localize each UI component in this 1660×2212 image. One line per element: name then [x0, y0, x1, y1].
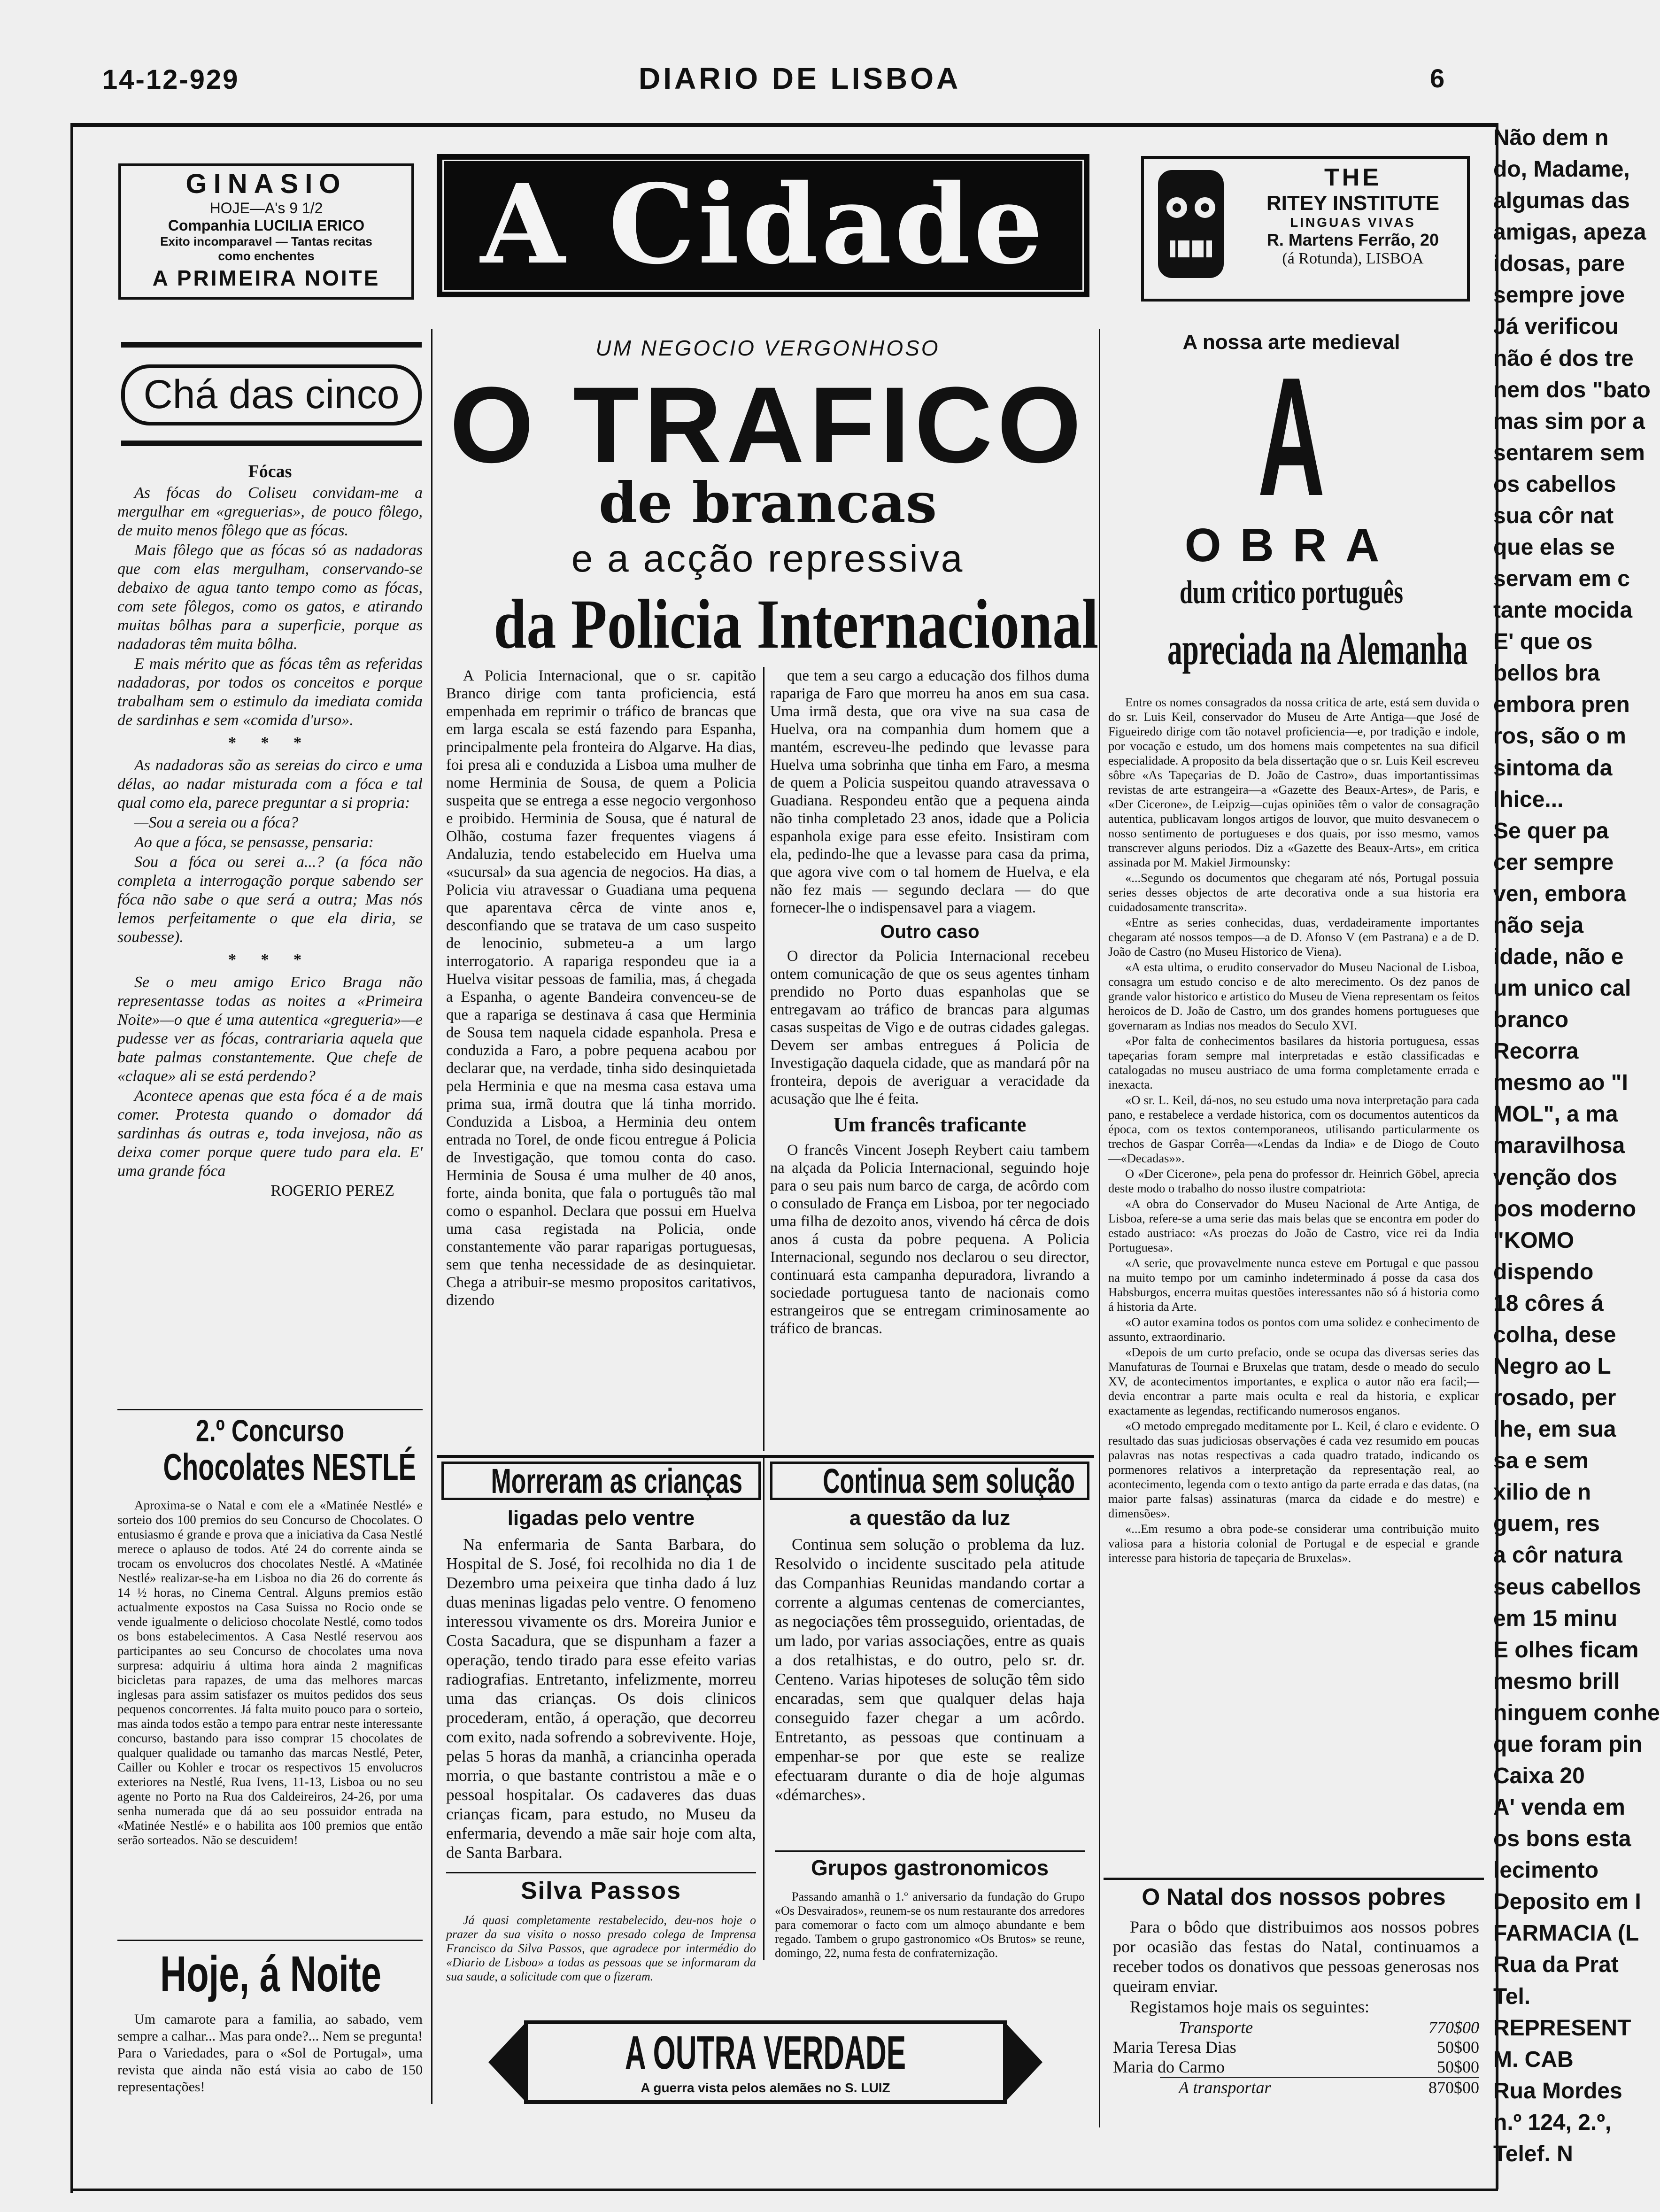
edge-line: idade, não e	[1493, 944, 1624, 969]
lower-col-rule	[763, 1458, 764, 1960]
edge-line: colha, dese	[1493, 1322, 1616, 1347]
edge-line: 18 côres á	[1493, 1291, 1604, 1316]
edge-line: lhe, em sua	[1493, 1417, 1616, 1442]
ritey-name: RITEY INSTITUTE	[1266, 192, 1440, 215]
arte-p10: «O autor examina todos os pontos com uma solidez e conhecimento de assunto, extraordinario.	[1108, 1315, 1479, 1344]
arte-p2: «...Segundo os documentos que chegaram até nós, Portugal possuia series desses objectos de arte decorativa onde a sua historia era cuidadosamente transcrita».	[1108, 871, 1479, 914]
trafico-c1: A Policia Internacional, que o sr. capitão Branco dirige com tanta proficiencia, está empenhada em reprimir o tráfico de brancas que em larga escala se está fazendo para Espanha, principalmente pela fronteira do Algarve. Ha dias, foi presa ali e conduzida a Lisboa uma mulher de nome Herminia de Sousa, de quem a Policia suspeita que se entrega a esse negocio vergonhoso e proibido. Herminia de Sousa, que é natural de Olhão, costuma fazer frequentes viagens á Andaluzia, tendo estabelecido em Huelva uma «sucursal» da sua agencia de negocios. Ha dias, a Policia viu atravessar o Guadiana uma pequena que aparentava cêrca de vinte anos e, desconfiando que se tratava de um caso suspeito de lenocinio, submeteu-a a um largo interrogatorio. A rapariga respondeu que ia a Huelva visitar pessoas de familia, mas, á chegada a Espanha, o agente Bandeira convenceu-se de que a rapariga se destinava á casa que Herminia de Sousa tem naquela cidade espanhola. Presa e conduzida a Faro, a pobre pequena acabou por declarar que, na verdade, tinha sido desinquietada pela Herminia e que na mesma casa estava uma prima sua, irmã doutra que lá tinha morrido. Conduzida a Lisboa, a Herminia deu ontem entrada no Torel, de onde ficou entregue á Policia de Investigação, que tomou conta do caso. Herminia de Sousa é uma mulher de 40 anos, forte, ainda bonita, que fala o português tão mal como o espanhol. Declara que possui em Huelva uma casa registada na Policia, onde constantemente vão parar raparigas portuguesas, sem que tenha necessidade de as desinquietar. Chega a atribuir-se mesmo propositos caritativos, dizendo	[446, 667, 756, 1309]
ritey-line2: R. Martens Ferrão, 20	[1266, 230, 1439, 249]
ginasio-note: Exito incomparavel — Tantas recitas	[160, 234, 372, 248]
cha-p2: Mais fôlego que as fócas só as nadadoras que com elas mergulham, conservando-se debaixo de agua tanto tempo como as fócas, com sete fôlegos, como os gatos, e atirando muitas bôlhas para a superficie, porque as nadadoras têm muita bôlha.	[117, 541, 423, 653]
arte-obra: OBRA	[1184, 519, 1398, 572]
edge-line: servam em c	[1493, 566, 1630, 592]
edge-line: Se quer pa	[1493, 818, 1609, 843]
arte-p7: O «Der Cicerone», pela pena do professor dr. Heinrich Göbel, aprecia deste modo o trabalho do nosso ilustre compatriota:	[1108, 1167, 1479, 1195]
donor-amount: 50$00	[1437, 2038, 1479, 2057]
edge-line: Não dem n	[1493, 125, 1609, 150]
nestle-body: Aproxima-se o Natal e com ele a «Matinée Nestlé» e sorteio dos 100 premios do seu Concurso de Chocolates. O entusiasmo é grande e prova que a iniciativa da Casa Nestlé merece o aplauso de todos. Até 24 do corrente ainda se trocam os envolucros dos chocolates Nestlé. A «Matinée Nestlé» realizar-se-ha em Lisboa no dia 26 do corrente ás 14 ½ horas, no Cinema Central. Alguns premios estão actualmente expostos na Casa Suissa no Rocio onde se vende igualmente o delicioso chocolate Nestlé, como todos os bons estabelecimentos. A Casa Nestlé reservou aos participantes ao seu Concurso de chocolates uma nova surpresa: adquiriu á ultima hora ainda 2 magnificas bicicletas para rapazes, de uma das melhores marcas inglesas para assim satisfazer os muitos pedidos dos seus pequenos concorrentes. Já falta muito pouco para o sorteio, mas ainda todos estão a tempo para entrar neste interessante concurso, bastando para isso comprar 15 chocolates de qualquer qualidade ou tamanho das marcas Nestlé, Peter, Cailler ou Kohler e trocar os respectivos 15 envolucros exteriores na Nestlé, Rua Ivens, 11-13, Lisboa ou no seu agente no Porto na Rua dos Caldeireiros, 24-26, por uma senha numerada que dá ao seu possuidor entrada na «Matinée Nestlé» e o habilita aos 100 premios que então serão sorteados. Não se descuidem!	[117, 1498, 423, 1847]
arte-letter: A	[1258, 342, 1325, 531]
column-rule-1	[431, 329, 432, 2104]
trafico-sub-outro: Outro caso	[880, 921, 980, 942]
silva-column	[446, 1913, 756, 1985]
hoje-column	[117, 2011, 423, 2096]
ritey-line3: (á Rotunda), LISBOA	[1282, 250, 1424, 267]
edge-line: algumas das	[1493, 188, 1630, 214]
edge-line: REPRESENT	[1493, 2015, 1631, 2041]
cha-p4: As nadadoras são as sereias do circo e uma délas, ao nadar misturada com a fóca e tal qual como ela, parece preguntar a si propria:	[117, 757, 423, 812]
donor-row	[1113, 2057, 1479, 2077]
edge-line: a côr natura	[1493, 1543, 1622, 1568]
edge-line: tante mocida	[1493, 598, 1633, 623]
edge-line: pos moderno	[1493, 1196, 1637, 1222]
edge-line: xilio de n	[1493, 1480, 1591, 1505]
issue-date: 14-12-929	[102, 64, 239, 95]
nestle-rule	[117, 1409, 423, 1410]
trafico-headline: O TRAFICO	[449, 364, 1086, 485]
edge-line: Rua Mordes	[1493, 2078, 1622, 2104]
arte-p8: «A obra do Conservador do Museu Nacional de Arte Antiga, de Lisboa, refere-se a uma serie das mais belas que se encontra em poder do estado austriaco: «As proezas do João de Castro, vice rei da India Portuguesa».	[1108, 1197, 1479, 1254]
natal-rule	[1104, 1878, 1484, 1880]
edge-line: branco	[1493, 1007, 1569, 1033]
arte-p11: «Depois de um curto prefacio, onde se ocupa das diversas series das Manufaturas de Tournai e Bruxelas que tratam, desde o meado do seculo XV, de acontecimentos importantes, e explica o autor não era facil;—devia encontrar a parte mais oculta e real da historia, e explicar exactamente as legendas, rectificando numerosos enganos.	[1108, 1345, 1479, 1417]
edge-line: Recorra	[1493, 1039, 1579, 1064]
page-number: 6	[1430, 63, 1445, 93]
arte-p4: «A esta ultima, o erudito conservador do Museu Nacional de Lisboa, consagra um estudo conciso e de alto merecimento. Os dez panos de grande valor historico e artistico do Museu de Viena representam os feitos heroicos de D. João de Castro, um dos grandes homens portugueses que governaram as Indias nos meados do Seculo XVI.	[1108, 960, 1479, 1032]
edge-line: venção dos	[1493, 1165, 1618, 1190]
luz-sub: a questão da luz	[849, 1507, 1011, 1530]
edge-line: Caixa 20	[1493, 1763, 1585, 1788]
arte-line2: apreciada na Alemanha	[1167, 624, 1468, 674]
edge-line: sa e sem	[1493, 1448, 1589, 1474]
edge-line: os bons esta	[1493, 1826, 1631, 1852]
natal-column	[1113, 1917, 1479, 2097]
donor-amount: 770$00	[1428, 2018, 1479, 2037]
edge-line: Negro ao L	[1493, 1354, 1611, 1379]
cha-p1: As fócas do Coliseu convidam-me a mergulhar em «greguerias», de pouco fôlego, de muito menos fôlego que as fócas.	[117, 484, 423, 539]
ginasio-time: HOJE—A's 9 1/2	[209, 200, 323, 217]
mid-rule	[437, 1455, 1094, 1458]
arte-p5: «Por falta de conhecimentos basilares da historia portuguesa, essas tapeçarias foram sempre mal interpretadas e estão classificadas e catalogadas no museu austriaco de uma forma completamente errada e inexacta.	[1108, 1034, 1479, 1091]
cha-p9: Acontece apenas que esta fóca é a de mais comer. Protesta quando o domador dá sardinhas ás outras e, toda invejosa, não as deixa comer porque quere tudo para ela. E' uma grande fóca	[117, 1087, 423, 1180]
silva-body: Já quasi completamente restabelecido, deu-nos hoje o prazer da sua visita o nosso presado colega de Imprensa Francisco da Silva Passos, que agradece por intermédio do «Diario de Lisboa» a todas as pessoas que se informaram da sua saude, a solicitude com que o fizeram.	[446, 1913, 756, 1983]
edge-line: dispendo	[1493, 1259, 1594, 1284]
donor-name: Maria Teresa Dias	[1113, 2038, 1236, 2057]
edge-line: n.º 124, 2.º,	[1493, 2110, 1612, 2135]
edge-line: A' venda em	[1493, 1795, 1625, 1820]
trafico-sub2: e a acção repressiva	[571, 537, 965, 580]
luz-column	[775, 1535, 1085, 1805]
edge-line: nem dos "bato	[1493, 377, 1651, 402]
arte-p13: «...Em resumo a obra pode-se considerar uma contribuição muito valiosa para a historia colonial de Portugal e de especial e grande interesse para historia de tapeçaria de Bruxelas».	[1108, 1522, 1479, 1565]
edge-line: um unico cal	[1493, 976, 1631, 1001]
bottom-border	[70, 2189, 1498, 2191]
ginasio-title: GINASIO	[185, 169, 347, 199]
grupos-column	[775, 1890, 1085, 1961]
trafico-col-rule	[763, 667, 764, 1451]
edge-line: não é dos tre	[1493, 346, 1634, 371]
natal-body: Para o bôdo que distribuimos aos nossos pobres por ocasião das festas do Natal, continuamos a receber todos os donativos que pessoas generosas nos queiram enviar.	[1113, 1918, 1479, 1995]
arte-kicker: A nossa arte medieval	[1182, 331, 1400, 354]
ritey-ad	[1141, 156, 1470, 302]
donor-name: Transporte	[1179, 2018, 1253, 2037]
edge-line: E' que os	[1493, 629, 1593, 655]
cha-title: Chá das cinco	[121, 364, 422, 425]
edge-line: embora pren	[1493, 692, 1630, 718]
edge-line: ros, são o m	[1493, 724, 1626, 749]
ginasio-ad	[118, 163, 414, 300]
criancas-title: Morreram as crianças	[491, 1462, 743, 1500]
ginasio-note2: como enchentes	[218, 249, 315, 263]
masthead: DIARIO DE LISBOA	[639, 62, 961, 95]
edge-line: "KOMO	[1493, 1228, 1575, 1253]
ritey-the: THE	[1324, 164, 1382, 191]
edge-line: Ihice...	[1493, 787, 1564, 812]
arte-p1: Entre os nomes consagrados da nossa critica de arte, está sem duvida o do sr. Luis Keil, conservador do Museu de Arte Antiga—que José de Figueiredo dirige com tão notavel proficiencia—e, por tradição e indole, por vocação e estudo, um dos homens mais competentes na sua dificil especialidade. A proposito da bela dissertação que o sr. Luis Keil escreveu sôbre «As Tapeçarias de D. João de Castro», duas importantissimas revistas de arte estrangeira—a «Gazette des Beaux-Artes», de Paris, e «Der Cicerone», de Leipzig—cujas opiniões têm o valor de consagração autentica, publicavam longos artigos de louvor, que muito desvanecem o nosso sentimento de portugueses e dos quais, por isso mesmo, vamos transcrever alguns periodos. Diz a «Gazette des Beaux-Arts», em critica assinada por M. Makiel Jirmounsky:	[1108, 695, 1479, 869]
trafico-c2: que tem a seu cargo a educação dos filhos duma rapariga de Faro que morreu ha anos em sua casa. Uma irmã desta, que ora vive na sua casa de Huelva, ora na companhia dum homem que a mantém, escreveu-lhe pedindo que levasse para Huelva uma sobrinha que tinha em Faro, a mesma de quem a Policia suspeitou quando atravessava o Guadiana. Respondeu então que a pequena ainda não tinha completado 23 anos, idade que a Policia espanhola exige para esse efeito. Insistiram com ela, pedindo-lhe que a levasse para casa da prima, que agora vive com o tal homem de Huelva, e ela não fez mais — segundo declara — do que fornecer-lhe o indispensavel para a viagem.	[770, 667, 1089, 916]
cha-p3: E mais mérito que as fócas têm as referidas nadadoras, por todos os conceitos e porque trabalham sem o estimulo da imediata comida de sardinhas e sem «comida d'urso».	[117, 655, 423, 729]
edge-line: Telef. N	[1493, 2141, 1573, 2166]
trafico-sub-frances: Um francês traficante	[833, 1113, 1027, 1136]
cha-subtitle: Fócas	[248, 462, 292, 481]
edge-line: mesmo brill	[1493, 1669, 1620, 1694]
ginasio-company: Companhia LUCILIA ERICO	[168, 217, 365, 234]
trafico-c4: O francês Vincent Joseph Reybert caiu tambem na alçada da Policia Internacional, seguindo hoje para o seu pais num barco de carga, de acôrdo com o consulado de França em Lisboa, por ter negociado uma filha de dezoito anos, vivendo há cêrca de dois anos á custa da pobre pequena. A Policia Internacional, segundo nos declarou o seu director, continuará esta campanha depuradora, livrando a sociedade portuguesa tanto de nacionais como estrangeiros que se entregam criminosamente ao tráfico de brancas.	[770, 1142, 1089, 1337]
cha-author: ROGERIO PEREZ	[270, 1182, 394, 1199]
ritey-line1: LINGUAS VIVAS	[1290, 215, 1416, 230]
trafico-col1	[446, 667, 756, 1310]
edge-line: sua côr nat	[1493, 503, 1614, 528]
natal-reg: Registamos hoje mais os seguintes:	[1130, 1997, 1369, 2016]
nestle-header	[117, 1413, 423, 1489]
column-rule-2	[1099, 329, 1100, 2127]
cha-column	[117, 462, 423, 1200]
cha-p8: Se o meu amigo Erico Braga não representasse todas as noites a «Primeira Noite»—o que é uma autentica «gregueria»—e pudesse ver as fócas, contrariaria aquela que bate palmas constantemente. Que chefe de «claque» ali se está perdendo?	[117, 974, 423, 1085]
trafico-sub3: da Policia Internacional	[494, 585, 1099, 663]
edge-line: MOL", a ma	[1493, 1102, 1618, 1127]
edge-line: Já verificou	[1493, 314, 1619, 340]
edge-line: mesmo ao "I	[1493, 1070, 1628, 1096]
arte-column	[1108, 695, 1479, 1566]
edge-line: do, Madame,	[1493, 157, 1630, 182]
criancas-title-box	[441, 1462, 761, 1500]
edge-line: que elas se	[1493, 535, 1615, 560]
luz-title: Continua sem solução	[823, 1462, 1075, 1500]
cha-p6: Ao que a fóca, se pensasse, pensaria:	[134, 834, 374, 851]
hoje-title: Hoje, á Noite	[160, 1945, 381, 2002]
donor-row	[1113, 2018, 1479, 2037]
cha-p7: Sou a fóca ou serei a...? (a fóca não completa a interrogação porque sabendo ser fóca não sabe o que será a outra; Mas nós lemos perfeitamente o que ela diria, se soubesse).	[117, 853, 423, 946]
edge-line: rosado, per	[1493, 1385, 1616, 1411]
natal-total: 870$00	[1428, 2078, 1479, 2097]
edge-line: amigas, apeza	[1493, 220, 1646, 245]
stars-divider-2: * * *	[228, 951, 312, 968]
left-border	[70, 127, 73, 2193]
silva-rule	[446, 1872, 756, 1873]
edge-line: em 15 minu	[1493, 1606, 1618, 1631]
arte-line1: dum critico português	[1180, 574, 1403, 611]
section-banner	[437, 154, 1089, 297]
edge-line: Tel.	[1493, 1984, 1531, 2009]
edge-line: ven, embora	[1493, 881, 1626, 906]
edge-line: guem, res	[1493, 1511, 1600, 1537]
nestle-column	[117, 1498, 423, 1848]
grupos-title: Grupos gastronomicos	[811, 1856, 1049, 1880]
trafico-sub1: de brancas	[598, 470, 937, 535]
arte-p12: «O metodo empregado meditamente por L. Keil, é claro e evidente. O resultado das suas judiciosas observações é cada vez resumido em poucas palavras nas notas respectivas a cada quadro tratado, indicando os pormenores relativos a interpretação da representação real, ao acontecimento, legenda com o texto antigo da parte errada e das datas, (na maior parte falsas) assinaturas (marca da cidade e do mestre) e dimensões».	[1108, 1419, 1479, 1520]
hoje-rule	[117, 1940, 423, 1941]
edge-line: bellos bra	[1493, 661, 1600, 686]
edge-line: E olhes ficam	[1493, 1637, 1639, 1663]
verdade-sub: A guerra vista pelos alemães no S. LUIZ	[641, 2081, 890, 2095]
arte-p3: «Entre as series conhecidas, duas, verdadeiramente importantes chegaram até nossos tempos—a de D. Afonso V (em Pastrana) e a de D. João de Castro (no Museu Historico de Viena).	[1108, 915, 1479, 959]
criancas-sub: ligadas pelo ventre	[507, 1507, 695, 1530]
edge-line: cer sempre	[1493, 850, 1614, 875]
edge-line: seus cabellos	[1493, 1574, 1641, 1600]
edge-line: sempre jove	[1493, 283, 1625, 308]
verdade-ad	[488, 2022, 1042, 2102]
cha-logo	[121, 342, 424, 455]
edge-line: Rua da Prat	[1493, 1952, 1619, 1978]
luz-body: Continua sem solução o problema da luz. Resolvido o incidente suscitado pela atitude das Companhias Reunidas mandando cortar a corrente a algumas centenas de comerciantes, as negociações têm prosseguido, orientadas, de um lado, por varias associações, entre as quais a dos retalhistas, e do outro, pelo sr. dr. Centeno. Varias hipoteses de solução têm sido encaradas, sem que qualquer delas haja conseguido fazer chegar a um acôrdo. Entretanto, as pessoas que continuam a empenhar-se por que este se realize efectuaram durante o dia de hoje algumas «démarches».	[775, 1535, 1085, 1804]
edge-line: FARMACIA (L	[1493, 1921, 1639, 1946]
verdade-title: A OUTRA VERDADE	[625, 2026, 906, 2079]
nestle-title2: Chocolates NESTLÉ	[163, 1446, 416, 1488]
hoje-body: Um camarote para a familia, ao sabado, vem sempre a calhar... Mas para onde?... Nem se pregunta! Para o Variedades, para o «Sol de Portugal», uma revista que ainda não está visia ao cabo de 150 representações!	[117, 2011, 423, 2095]
trafico-col2	[770, 667, 1089, 1338]
edge-line: idosas, pare	[1493, 251, 1625, 277]
criancas-body: Na enfermaria de Santa Barbara, do Hospital de S. José, foi recolhida no dia 1 de Dezembro uma peixeira que tinha dado á luz duas meninas ligadas pelo ventre. O fenomeno interessou vivamente os drs. Moreira Junior e Costa Sacadura, que se dispunham a fazer a operação, tendo tirado para esse efeito varias radiografias. Entretanto, infelizmente, morreu uma das crianças. Os dois clinicos procederam, então, á operação, que decorreu com exito, nada sofrendo a sobrevivente. Hoje, pelas 5 horas da manhã, a criancinha operada morria, o que bastante contristou a mãe e o pessoal hospitalar. Os cadaveres das duas crianças ficam, para estudo, no Museu da enfermaria, devendo a mãe sair hoje com alta, de Santa Barbara.	[446, 1535, 756, 1862]
edge-line: sintoma da	[1493, 755, 1613, 781]
edge-line: Deposito em I	[1493, 1889, 1641, 1915]
page-header	[0, 59, 1593, 101]
nestle-title1: 2.º Concurso	[195, 1413, 345, 1448]
donor-row	[1113, 2037, 1479, 2057]
grupos-rule	[775, 1850, 1085, 1852]
grupos-body: Passando amanhã o 1.º aniversario da fundação do Grupo «Os Desvairados», reunem-se os num restaurante dos arredores para comemorar o facto com um almoço abundante e bem regado. Tambem o grupo gastronomico «Os Brutos» se reune, domingo, 22, numa festa de confraternização.	[775, 1890, 1085, 1960]
criancas-column	[446, 1535, 756, 1863]
section-title: A Cidade	[480, 160, 1046, 288]
cha-p5: —Sou a sereia ou a fóca?	[134, 814, 299, 831]
natal-title: O Natal dos nossos pobres	[1142, 1884, 1446, 1910]
donor-name: Maria do Carmo	[1113, 2057, 1225, 2076]
edge-line: maravilhosa	[1493, 1133, 1625, 1159]
ginasio-play: A PRIMEIRA NOITE	[152, 266, 380, 290]
natal-total-label: A transportar	[1179, 2078, 1271, 2097]
luz-title-box	[770, 1462, 1089, 1500]
edge-line: os cabellos	[1493, 472, 1616, 497]
trafico-c3: O director da Policia Internacional recebeu ontem comunicação de que os seus agentes tinham prendido no Porto duas espanholas que se entregavam ao tráfico de brancas para algumas casas suspeitas de Vigo e de outras cidades galegas. Devem ser ambas entregues á Policia de Investigação daquela cidade, que as mandará pôr na fronteira, depois de averiguar a veracidade da acusação que lhe é feita.	[770, 948, 1089, 1107]
edge-line: M. CAB	[1493, 2047, 1574, 2072]
mask-logo-icon	[1149, 165, 1233, 292]
edge-line: sentarem sem	[1493, 440, 1645, 465]
silva-title: Silva Passos	[521, 1877, 681, 1904]
edge-line: não seja	[1493, 913, 1584, 938]
edge-line: lecimento	[1493, 1858, 1599, 1883]
arte-p9: «A serie, que provavelmente nunca esteve em Portugal e que passou na muito tempo por um caminho indeterminado á posse da casa dos Habsburgos, encerra muitas questões interessantes não só á historia como á historia da Arte.	[1108, 1256, 1479, 1314]
edge-line: que foram pin	[1493, 1732, 1643, 1757]
natal-total-row	[1160, 2077, 1479, 2097]
donor-amount: 50$00	[1437, 2057, 1479, 2076]
arte-p6: «O sr. L. Keil, dá-nos, no seu estudo uma nova interpretação para cada pano, e restabelece a verdade historica, com os documentos autenticos da época, com os textos contemporaneos, utilisando particularmente os trechos de Gaspar Corrêa—«Lendas da India» e de Diogo de Couto —«Decadas»».	[1108, 1093, 1479, 1165]
trafico-kicker: UM NEGOCIO VERGONHOSO	[595, 336, 940, 360]
stars-divider: * * *	[228, 734, 312, 751]
edge-line: ninguem conhe	[1493, 1700, 1660, 1725]
header-rule	[70, 123, 1498, 127]
edge-line: mas sim por a	[1493, 409, 1645, 434]
